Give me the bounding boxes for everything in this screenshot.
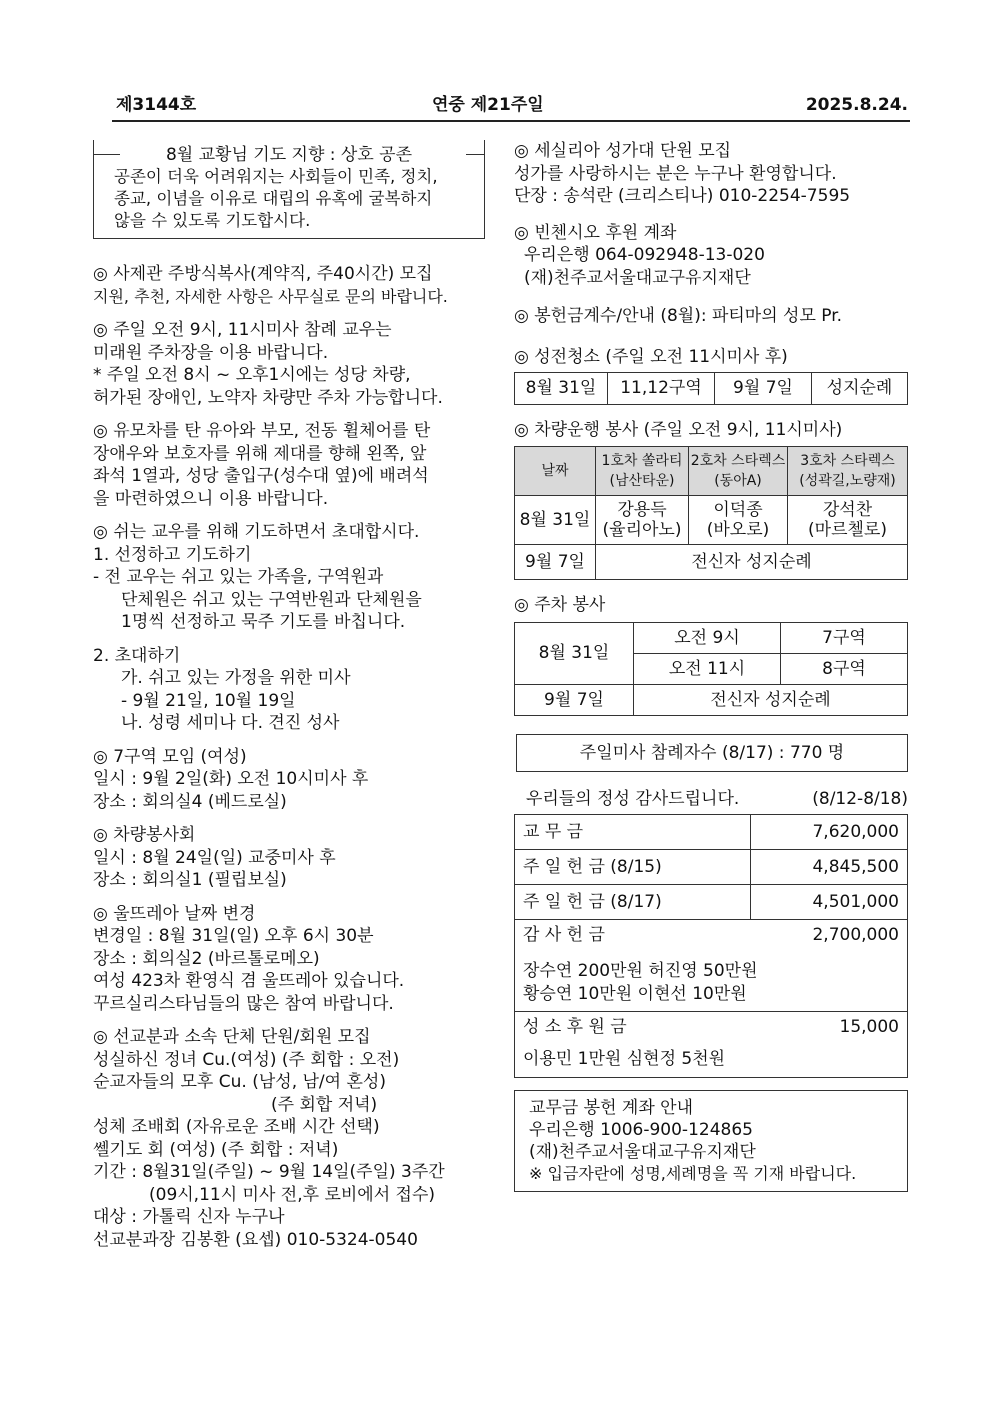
notice-text: 성가를 사랑하시는 분은 누구나 환영합니다.	[514, 163, 837, 184]
table-row	[515, 373, 908, 405]
notice-text: 일시 : 9월 2일(화) 오전 10시미사 후	[93, 769, 369, 789]
notice-text: 기간 : 8월31일(주일) ~ 9월 14일(주일) 3주간	[93, 1162, 445, 1182]
notice-text: 쎌기도 회 (여성) (주 회합 : 저녁)	[93, 1139, 339, 1160]
table-cell: 8월 31일	[515, 373, 608, 405]
notice-text: 순교자들의 모후 Cu. (남성, 남/여 혼성)	[93, 1072, 386, 1092]
notice-heading: ◎ 쉬는 교우를 위해 기도하면서 초대합시다.	[93, 522, 420, 542]
notice-offering-count	[514, 305, 912, 328]
notice-text: 가. 쉬고 있는 가정을 위한 미사	[121, 668, 351, 688]
notice-text: 단체원은 쉬고 있는 구역반원과 단체원을	[121, 589, 422, 610]
mass-attendance: 주일미사 참례자수 (8/17) : 770 명	[516, 734, 908, 772]
prayer-line: 종교, 이념을 이유로 대립의 유혹에 굴복하지	[114, 189, 433, 208]
notice-text: 장애우와 보호자를 위해 제대를 향해 왼쪽, 앞	[93, 443, 427, 464]
offering-thanks-cell	[515, 920, 908, 1012]
table-cell: 9월 7일	[715, 373, 812, 405]
notice-text: 2. 초대하기	[93, 645, 181, 666]
right-column	[514, 140, 912, 1192]
table-cell: 오전 11시	[634, 654, 781, 685]
table-cell: 전신자 성지순례	[596, 544, 908, 579]
table-cell: 8구역	[781, 654, 908, 685]
notice-text: 1명씩 선정하고 묵주 기도를 바칩니다.	[121, 612, 406, 632]
prayer-intention-box	[93, 140, 485, 239]
table-header: 1호차 쏠라티 (남산타운)	[596, 446, 689, 495]
notice-heading: ◎ 울뜨레아 날짜 변경	[93, 903, 256, 924]
table-cell: 8월 31일	[515, 623, 634, 685]
account-info-box	[514, 1090, 908, 1192]
table-header: 3호차 스타렉스 (성곽길,노량재)	[788, 446, 908, 495]
notice-text: 단장 : 송석란 (크리스티나) 010-2254-7595	[514, 186, 851, 206]
notice-text: - 9월 21일, 10월 19일	[121, 690, 296, 711]
table-row	[515, 850, 908, 885]
offering-amount: 4,501,000	[751, 885, 908, 920]
table-row	[515, 446, 908, 495]
table-row	[515, 920, 908, 1012]
offering-label: 성 소 후 원 금	[523, 1017, 627, 1037]
notice-mission-recruit	[93, 1026, 488, 1251]
notice-heading: ◎ 봉헌금계수/안내 (8월): 파티마의 성모 Pr.	[514, 306, 843, 326]
offering-table	[514, 814, 908, 1078]
donor-line: 이용민 1만원 심현정 5천원	[523, 1049, 726, 1069]
table-cell: 8월 31일	[515, 495, 596, 544]
offering-heading	[514, 788, 912, 814]
parking-table	[514, 622, 908, 716]
notice-text: 여성 423차 환영식 겸 울뜨레아 있습니다.	[93, 971, 405, 991]
notice-heading: ◎ 주일 오전 9시, 11시미사 참례 교우는	[93, 320, 392, 340]
notice-text: 1. 선정하고 기도하기	[93, 544, 252, 565]
notice-ultreya	[93, 903, 488, 1016]
notice-text: 꾸르실리스타님들의 많은 참여 바랍니다.	[93, 993, 394, 1014]
offering-vocation-cell	[515, 1012, 908, 1078]
notice-cleaning	[514, 346, 912, 369]
table-row	[515, 544, 908, 579]
notice-choir	[514, 140, 912, 208]
notice-text: 장소 : 회의실4 (베드로실)	[93, 791, 287, 812]
notice-text: 나. 성령 세미나 다. 견진 성사	[121, 713, 340, 733]
notice-heading: ◎ 차량봉사회	[93, 825, 196, 845]
notice-district7	[93, 746, 488, 814]
table-cell: 강용득 (율리아노)	[596, 495, 689, 544]
offering-title: 우리들의 정성 감사드립니다.	[526, 789, 740, 809]
offering-period: (8/12-8/18)	[812, 789, 908, 809]
table-cell: 성지순례	[812, 373, 908, 405]
offering-amount: 7,620,000	[751, 815, 908, 850]
table-cell: 오전 9시	[634, 623, 781, 654]
offering-amount: 2,700,000	[812, 925, 899, 945]
prayer-line: 않을 수 있도록 기도합시다.	[114, 211, 311, 230]
account-note: ※ 입금자란에 성명,세례명을 꼭 기재 바랍니다.	[529, 1163, 857, 1183]
notice-heading: ◎ 빈첸시오 후원 계좌	[514, 222, 677, 243]
notice-parking-service	[514, 594, 912, 617]
notice-heading: ◎ 선교분과 소속 단체 단원/회원 모집	[93, 1027, 371, 1047]
account-title: 교무금 봉헌 계좌 안내	[529, 1097, 694, 1118]
notice-heading: ◎ 유모차를 탄 유아와 부모, 전동 휠체어를 탄	[93, 421, 431, 441]
table-row	[515, 1012, 908, 1078]
table-cell: 강석찬 (마르첼로)	[788, 495, 908, 544]
notice-heading: ◎ 주차 봉사	[514, 594, 606, 615]
notice-text: 대상 : 가톨릭 신자 누구나	[93, 1207, 285, 1227]
prayer-title: 8월 교황님 기도 지향 : 상호 공존	[154, 145, 424, 165]
notice-heading: ◎ 세실리아 성가대 단원 모집	[514, 141, 732, 161]
table-cell: 11,12구역	[608, 373, 715, 405]
offering-label: 교 무 금	[515, 815, 751, 850]
offering-label: 주 일 헌 금 (8/15)	[515, 850, 751, 885]
issue-date: 2025.8.24.	[805, 95, 908, 115]
notice-text: (09시,11시 미사 전,후 로비에서 접수)	[149, 1184, 436, 1205]
page-header	[112, 92, 910, 122]
table-row	[515, 885, 908, 920]
table-row	[515, 685, 908, 716]
table-row	[515, 623, 908, 654]
table-cell: 9월 7일	[515, 685, 634, 716]
notice-heading: ◎ 7구역 모임 (여성)	[93, 746, 247, 767]
notice-vehicle-service	[93, 824, 488, 892]
offering-label: 주 일 헌 금 (8/17)	[515, 885, 751, 920]
notice-heading: ◎ 차량운행 봉사 (주일 오전 9시, 11시미사)	[514, 420, 843, 440]
notice-text: 장소 : 회의실1 (필립보실)	[93, 870, 287, 890]
notice-text: 좌석 1열과, 성당 출입구(성수대 옆)에 배려석	[93, 466, 429, 486]
notice-text: 변경일 : 8월 31일(일) 오후 6시 30분	[93, 926, 374, 946]
notice-text: - 전 교우는 쉬고 있는 가족을, 구역원과	[93, 567, 384, 587]
account-number: 우리은행 1006-900-124865	[529, 1119, 753, 1140]
notice-text: 성체 조배회 (자유로운 조배 시간 선택)	[93, 1117, 380, 1137]
table-header: 2호차 스타렉스 (동아A)	[689, 446, 788, 495]
notice-car-service	[514, 419, 912, 442]
notice-kitchen-staff	[93, 263, 488, 308]
table-row	[515, 495, 908, 544]
left-column	[93, 140, 488, 1262]
table-cell: 이덕종 (바오로)	[689, 495, 788, 544]
offering-amount: 4,845,500	[751, 850, 908, 885]
offering-label: 감 사 헌 금	[523, 925, 605, 945]
notice-stroller-seats	[93, 420, 488, 510]
table-cell: 전신자 성지순례	[634, 685, 908, 716]
notice-text: 허가된 장애인, 노약자 차량만 주차 가능합니다.	[93, 387, 443, 408]
offering-amount: 15,000	[839, 1017, 899, 1037]
table-row	[515, 815, 908, 850]
notice-text: (주 회합 저녁)	[271, 1094, 378, 1115]
notice-text: 우리은행 064-092948-13-020	[524, 245, 765, 265]
notice-text: 장소 : 회의실2 (바르톨로메오)	[93, 948, 320, 969]
prayer-line: 공존이 더욱 어려워지는 사회들이 민족, 정치,	[114, 167, 438, 186]
notice-heading: ◎ 사제관 주방식복사(계약직, 주40시간) 모집	[93, 264, 433, 284]
notice-vincent-account	[514, 222, 912, 290]
notice-heading: ◎ 성전청소 (주일 오전 11시미사 후)	[514, 346, 788, 367]
table-header: 날짜	[515, 446, 596, 495]
notice-text: * 주일 오전 8시 ~ 오후1시에는 성당 차량,	[93, 365, 411, 385]
liturgical-week: 연중 제21주일	[432, 95, 544, 115]
notice-text: 성실하신 정녀 Cu.(여성) (주 회합 : 오전)	[93, 1049, 400, 1070]
notice-resting-members	[93, 521, 488, 634]
notice-text: 지원, 추천, 자세한 사항은 사무실로 문의 바랍니다.	[93, 286, 448, 306]
table-cell: 7구역	[781, 623, 908, 654]
notice-text: (재)천주교서울대교구유지재단	[524, 267, 751, 288]
table-cell: 9월 7일	[515, 544, 596, 579]
notice-invite	[93, 645, 488, 735]
issue-number: 제3144호	[116, 95, 197, 115]
notice-text: 미래원 주차장을 이용 바랍니다.	[93, 342, 329, 363]
car-service-table	[514, 446, 908, 580]
notice-parking	[93, 319, 488, 409]
notice-text: 을 마련하였으니 이용 바랍니다.	[93, 488, 329, 509]
account-holder: (재)천주교서울대교구유지재단	[529, 1141, 756, 1162]
donor-line: 황승연 10만원 이현선 10만원	[523, 983, 747, 1004]
notice-text: 선교분과장 김봉환 (요셉) 010-5324-0540	[93, 1229, 418, 1250]
cleaning-table	[514, 372, 908, 405]
notice-text: 일시 : 8월 24일(일) 교중미사 후	[93, 847, 336, 868]
donor-line: 장수연 200만원 허진영 50만원	[523, 961, 758, 981]
